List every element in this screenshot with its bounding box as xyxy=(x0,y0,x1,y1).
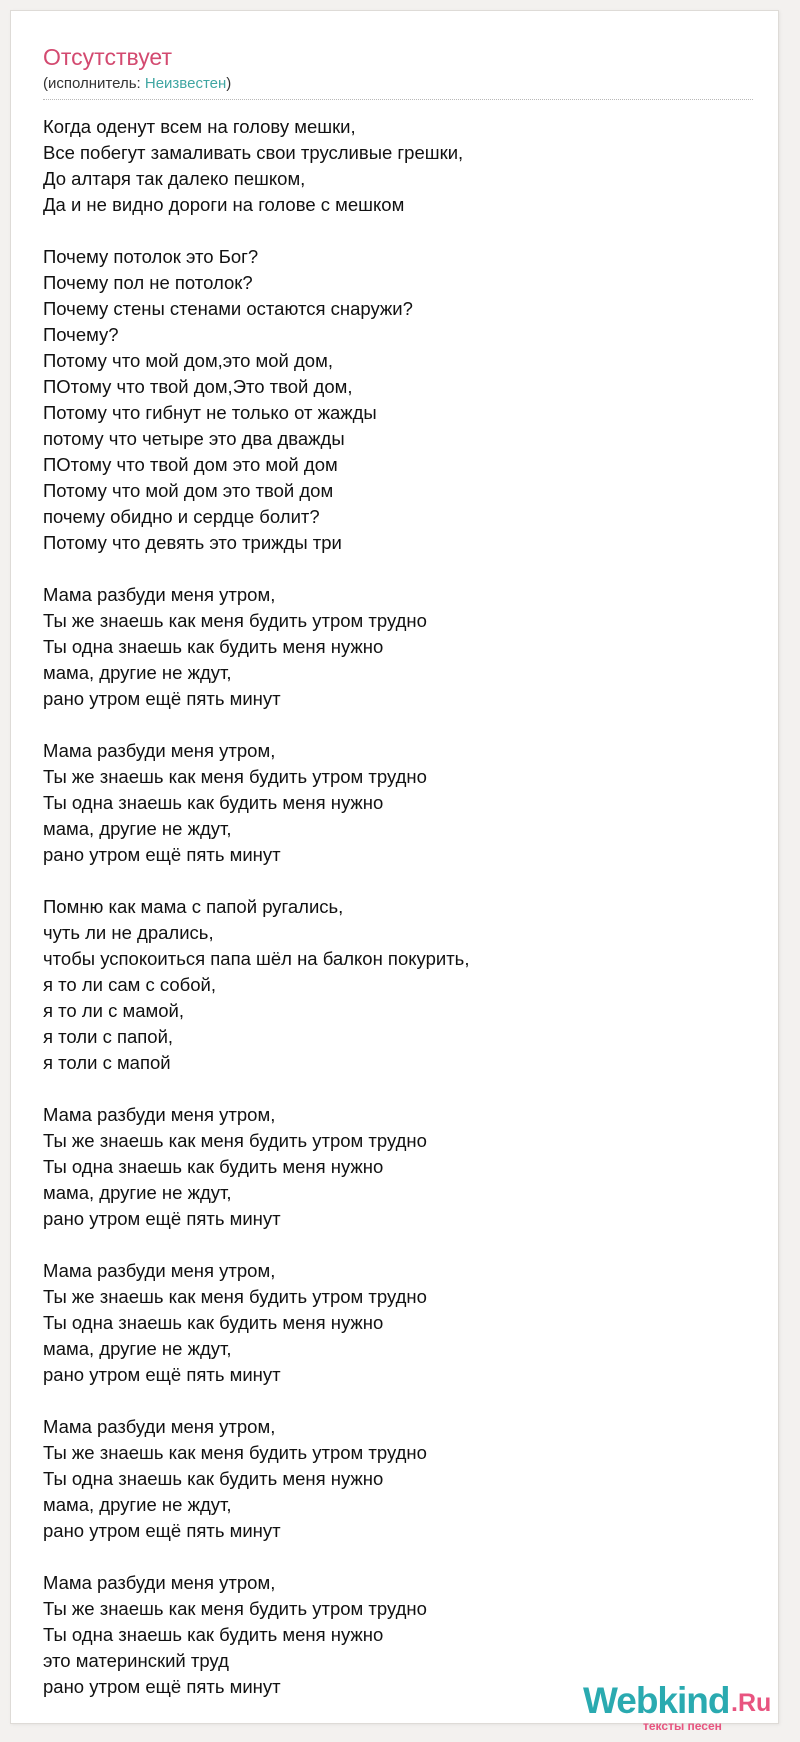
lyric-line: чуть ли не дрались, xyxy=(43,922,214,943)
lyric-line: я то ли сам с собой, xyxy=(43,974,217,995)
lyric-line: рано утром ещё пять минут xyxy=(43,1676,281,1697)
lyric-line: почему обидно и сердце болит? xyxy=(43,506,320,527)
lyric-line: рано утром ещё пять минут xyxy=(43,844,281,865)
lyrics-stanza xyxy=(43,244,763,556)
lyric-line: Почему пол не потолок? xyxy=(43,272,253,293)
lyric-line: Ты одна знаешь как будить меня нужно xyxy=(43,792,384,813)
lyric-line: Потому что мой дом,это мой дом, xyxy=(43,350,333,371)
logo-tagline: тексты песен xyxy=(643,1719,722,1733)
logo-wordmark: Webkind xyxy=(583,1680,730,1721)
lyric-line: Ты одна знаешь как будить меня нужно xyxy=(43,1156,384,1177)
lyric-line: это материнский труд xyxy=(43,1650,229,1671)
lyric-line: я толи с мапой xyxy=(43,1052,171,1073)
lyric-line: До алтаря так далеко пешком, xyxy=(43,168,306,189)
lyric-line: Ты же знаешь как меня будить утром трудно xyxy=(43,610,427,631)
lyric-line: Ты же знаешь как меня будить утром трудно xyxy=(43,1442,427,1463)
performer-line xyxy=(43,75,231,92)
site-logo[interactable] xyxy=(573,1679,773,1735)
lyrics-stanza xyxy=(43,1102,763,1232)
lyric-line: Мама разбуди меня утром, xyxy=(43,740,276,761)
lyrics-sheet xyxy=(10,10,779,1724)
lyric-line: мама, другие не ждут, xyxy=(43,662,232,683)
song-title: Отсутствует xyxy=(43,44,172,70)
lyric-line: Мама разбуди меня утром, xyxy=(43,1416,276,1437)
lyric-line: Потому что мой дом это твой дом xyxy=(43,480,334,501)
lyrics-stanza xyxy=(43,1414,763,1544)
lyrics-body xyxy=(43,114,763,1726)
lyric-line: я толи с папой, xyxy=(43,1026,174,1047)
lyrics-stanza xyxy=(43,894,763,1076)
lyric-line: Все побегут замаливать свои трусливые грешки, xyxy=(43,142,464,163)
lyric-line: рано утром ещё пять минут xyxy=(43,688,281,709)
lyric-line: Ты одна знаешь как будить меня нужно xyxy=(43,1468,384,1489)
lyric-line: ПОтому что твой дом,Это твой дом, xyxy=(43,376,353,397)
lyric-line: мама, другие не ждут, xyxy=(43,818,232,839)
lyric-line: Когда оденут всем на голову мешки, xyxy=(43,116,356,137)
lyric-line: рано утром ещё пять минут xyxy=(43,1520,281,1541)
lyric-line: Потому что девять это трижды три xyxy=(43,532,342,553)
lyric-line: Почему? xyxy=(43,324,119,345)
divider xyxy=(43,99,753,101)
lyrics-stanza xyxy=(43,582,763,712)
lyric-line: Ты же знаешь как меня будить утром трудно xyxy=(43,1286,427,1307)
lyric-line: мама, другие не ждут, xyxy=(43,1182,232,1203)
lyric-line: я то ли с мамой, xyxy=(43,1000,184,1021)
lyric-line: Почему стены стенами остаются снаружи? xyxy=(43,298,413,319)
lyric-line: Мама разбуди меня утром, xyxy=(43,1104,276,1125)
lyric-line: Помню как мама с папой ругались, xyxy=(43,896,344,917)
lyrics-stanza xyxy=(43,1258,763,1388)
lyric-line: Мама разбуди меня утром, xyxy=(43,1572,276,1593)
lyric-line: ПОтому что твой дом это мой дом xyxy=(43,454,338,475)
performer-label-close: ) xyxy=(226,75,232,92)
logo-tld: .Ru xyxy=(731,1689,772,1717)
lyric-line: Ты же знаешь как меня будить утром трудно xyxy=(43,1598,427,1619)
lyric-line: мама, другие не ждут, xyxy=(43,1494,232,1515)
lyric-line: мама, другие не ждут, xyxy=(43,1338,232,1359)
lyric-line: рано утром ещё пять минут xyxy=(43,1364,281,1385)
lyric-line: Ты же знаешь как меня будить утром трудно xyxy=(43,766,427,787)
lyric-line: Мама разбуди меня утром, xyxy=(43,1260,276,1281)
lyric-line: Ты же знаешь как меня будить утром трудно xyxy=(43,1130,427,1151)
lyric-line: Мама разбуди меня утром, xyxy=(43,584,276,605)
lyric-line: Ты одна знаешь как будить меня нужно xyxy=(43,1312,384,1333)
lyric-line: чтобы успокоиться папа шёл на балкон покурить, xyxy=(43,948,470,969)
lyric-line: Да и не видно дороги на голове с мешком xyxy=(43,194,405,215)
lyric-line: Потому что гибнут не только от жажды xyxy=(43,402,377,423)
lyrics-stanza xyxy=(43,114,763,218)
lyrics-stanza xyxy=(43,738,763,868)
performer-label: (исполнитель: xyxy=(43,75,145,92)
lyric-line: Почему потолок это Бог? xyxy=(43,246,259,267)
performer-link[interactable]: Неизвестен xyxy=(144,75,227,92)
lyric-line: Ты одна знаешь как будить меня нужно xyxy=(43,636,384,657)
lyric-line: потому что четыре это два дважды xyxy=(43,428,345,449)
lyric-line: рано утром ещё пять минут xyxy=(43,1208,281,1229)
lyric-line: Ты одна знаешь как будить меня нужно xyxy=(43,1624,384,1645)
